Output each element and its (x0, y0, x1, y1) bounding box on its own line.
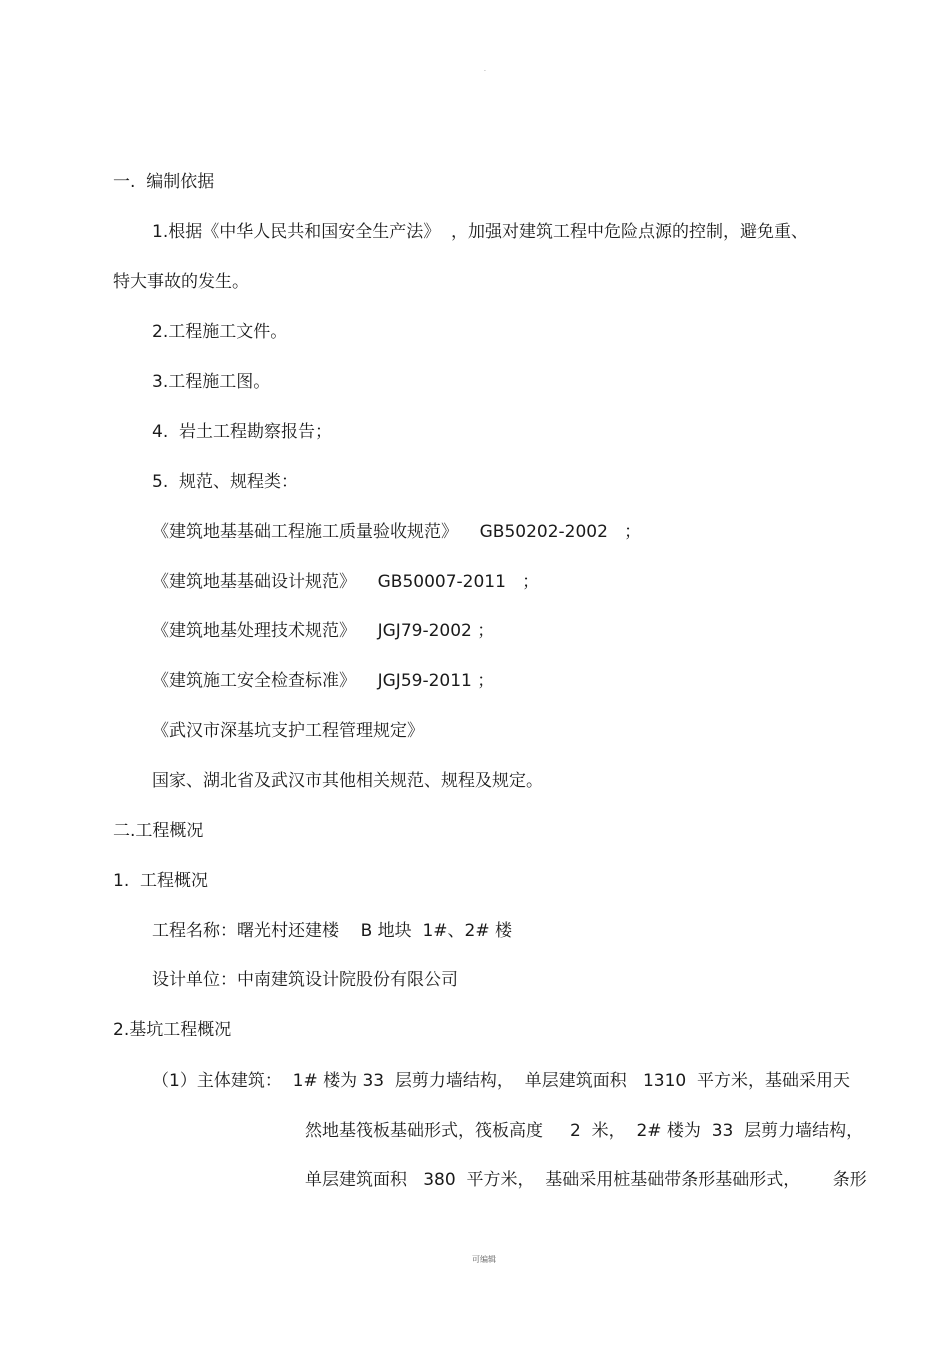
spec-item: 《建筑地基处理技术规范》 JGJ79-2002 ； (152, 621, 495, 641)
main-building-line1: （1）主体建筑： 1# 楼为 33 层剪力墙结构， 单层建筑面积 1310 平方米，基础采用天 (152, 1071, 851, 1091)
design-unit: 设计单位：中南建筑设计院股份有限公司 (152, 970, 458, 990)
section1-item4: 4. 岩土工程勘察报告； (152, 422, 333, 442)
section2-title: 二.工程概况 (113, 821, 204, 841)
section1-item1-line2: 特大事故的发生。 (113, 272, 249, 292)
spec-item: 《建筑施工安全检查标准》 JGJ59-2011 ； (152, 671, 495, 691)
main-building-line3: 单层建筑面积 380 平方米， 基础采用桩基础带条形基础形式， 条形 (305, 1170, 867, 1190)
section1-item1-line1: 1.根据《中华人民共和国安全生产法》 ，加强对建筑工程中危险点源的控制，避免重、 (152, 222, 809, 242)
header-mark: . (484, 66, 486, 73)
project-name: 工程名称：曙光村还建楼 B 地块 1#、2# 楼 (152, 921, 513, 941)
section1-item3: 3.工程施工图。 (152, 372, 271, 392)
section1-item2: 2.工程施工文件。 (152, 322, 288, 342)
section1-item5: 5. 规范、规程类： (152, 472, 299, 492)
section2-item1: 1. 工程概况 (113, 871, 209, 891)
main-building-line2: 然地基筏板基础形式，筏板高度 2 米， 2# 楼为 33 层剪力墙结构， (305, 1121, 864, 1141)
footer-label: 可编辑 (472, 1255, 496, 1264)
spec-item: 《建筑地基基础设计规范》 GB50007-2011 ； (152, 572, 540, 592)
spec-item: 《武汉市深基坑支护工程管理规定》 (152, 721, 424, 741)
section1-title: 一. 编制依据 (113, 172, 215, 192)
section2-item2: 2.基坑工程概况 (113, 1020, 232, 1040)
spec-item: 《建筑地基基础工程施工质量验收规范》 GB50202-2002 ； (152, 522, 642, 542)
spec-item: 国家、湖北省及武汉市其他相关规范、规程及规定。 (152, 771, 543, 791)
